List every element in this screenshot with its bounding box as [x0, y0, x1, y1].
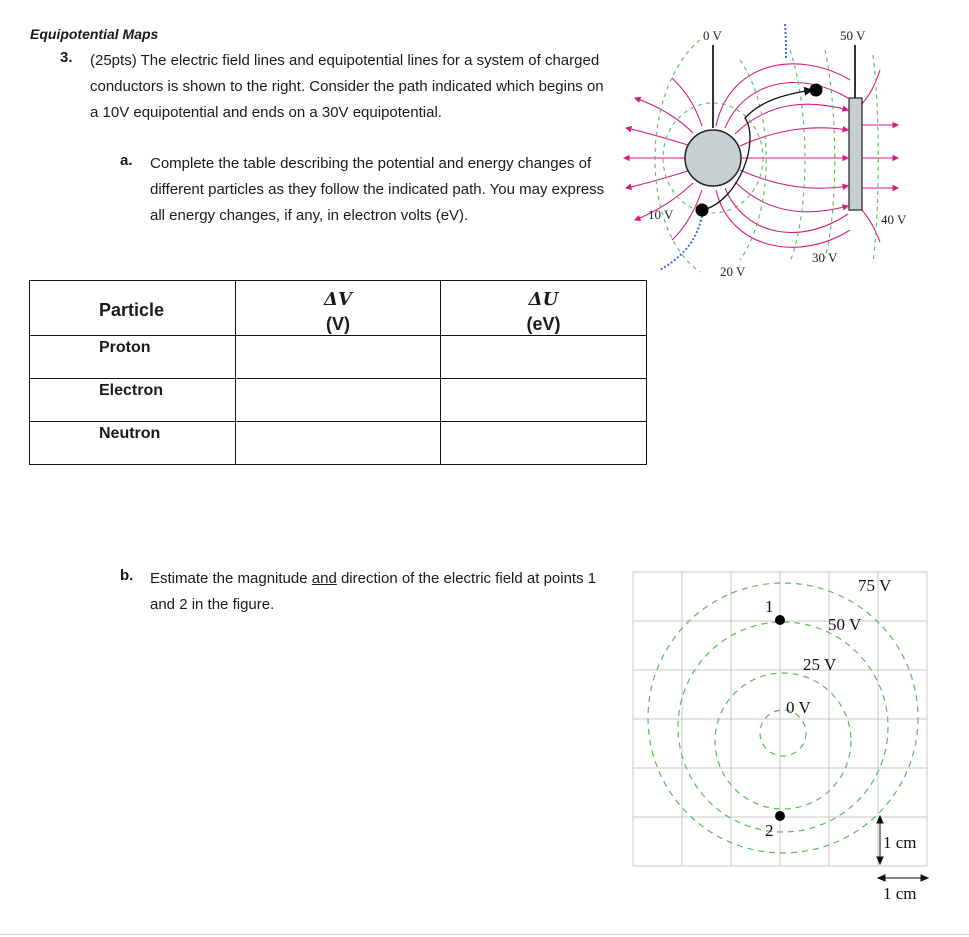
table-header-row — [30, 281, 647, 336]
label-10v: 10 V — [648, 207, 674, 222]
particle-cell: Proton — [30, 336, 236, 379]
answer-table — [29, 280, 647, 465]
field-line-figure — [620, 20, 920, 282]
sphere-conductor — [685, 130, 741, 186]
scale-horizontal-label: 1 cm — [883, 884, 917, 903]
start-point — [696, 204, 709, 217]
label-75v: 75 V — [858, 576, 892, 595]
delta-v-cell[interactable] — [236, 379, 441, 422]
header-particle: Particle — [30, 281, 236, 336]
particle-cell: Electron — [30, 379, 236, 422]
table-row-proton — [30, 336, 647, 379]
part-b-label: b. — [120, 567, 134, 584]
part-a-text: Complete the table describing the potential and energy changes of different particles as they follow the indicated path. You may express all energy changes, if any, in electron volts (eV). — [150, 155, 605, 224]
label-50v: 50 V — [828, 615, 862, 634]
particle-cell: Neutron — [30, 422, 236, 465]
label-50v: 50 V — [840, 28, 866, 43]
part-a-label: a. — [120, 152, 133, 169]
point-1-label: 1 — [765, 597, 774, 616]
delta-u-cell[interactable] — [441, 422, 647, 465]
header-delta-v: ΔV (V) — [236, 281, 441, 336]
point-2 — [775, 811, 785, 821]
label-40v: 40 V — [881, 212, 907, 227]
scale-vertical-label: 1 cm — [883, 833, 917, 852]
part-b-text: Estimate the magnitude and direction of the electric field at points 1 and 2 in the figure. — [150, 570, 597, 613]
contour-50v — [678, 622, 888, 832]
label-30v: 30 V — [812, 250, 838, 265]
question-number: 3. — [60, 49, 73, 66]
delta-v-cell[interactable] — [236, 336, 441, 379]
label-0v: 0 V — [786, 698, 811, 717]
section-title: Equipotential Maps — [30, 26, 159, 42]
delta-v-cell[interactable] — [236, 422, 441, 465]
point-2-label: 2 — [765, 821, 774, 840]
contour-25v — [715, 673, 851, 809]
question-text: (25pts) The electric field lines and equipotential lines for a system of charged conductors is shown to the right. Consider the path indicated which begins on a 10V equipotential and ends on a 30V equipotential. — [90, 52, 604, 121]
table-row-neutron — [30, 422, 647, 465]
header-delta-u: ΔU (eV) — [441, 281, 647, 336]
delta-u-cell[interactable] — [441, 379, 647, 422]
table-row-electron — [30, 379, 647, 422]
label-25v: 25 V — [803, 655, 837, 674]
bottom-divider — [0, 934, 969, 935]
label-0v: 0 V — [703, 28, 722, 43]
end-point — [810, 84, 823, 97]
horizontal-scale-bar — [878, 875, 928, 881]
label-20v: 20 V — [720, 264, 746, 279]
point-1 — [775, 615, 785, 625]
delta-u-cell[interactable] — [441, 336, 647, 379]
contour-map-figure — [628, 568, 938, 908]
plate-conductor — [849, 98, 862, 210]
